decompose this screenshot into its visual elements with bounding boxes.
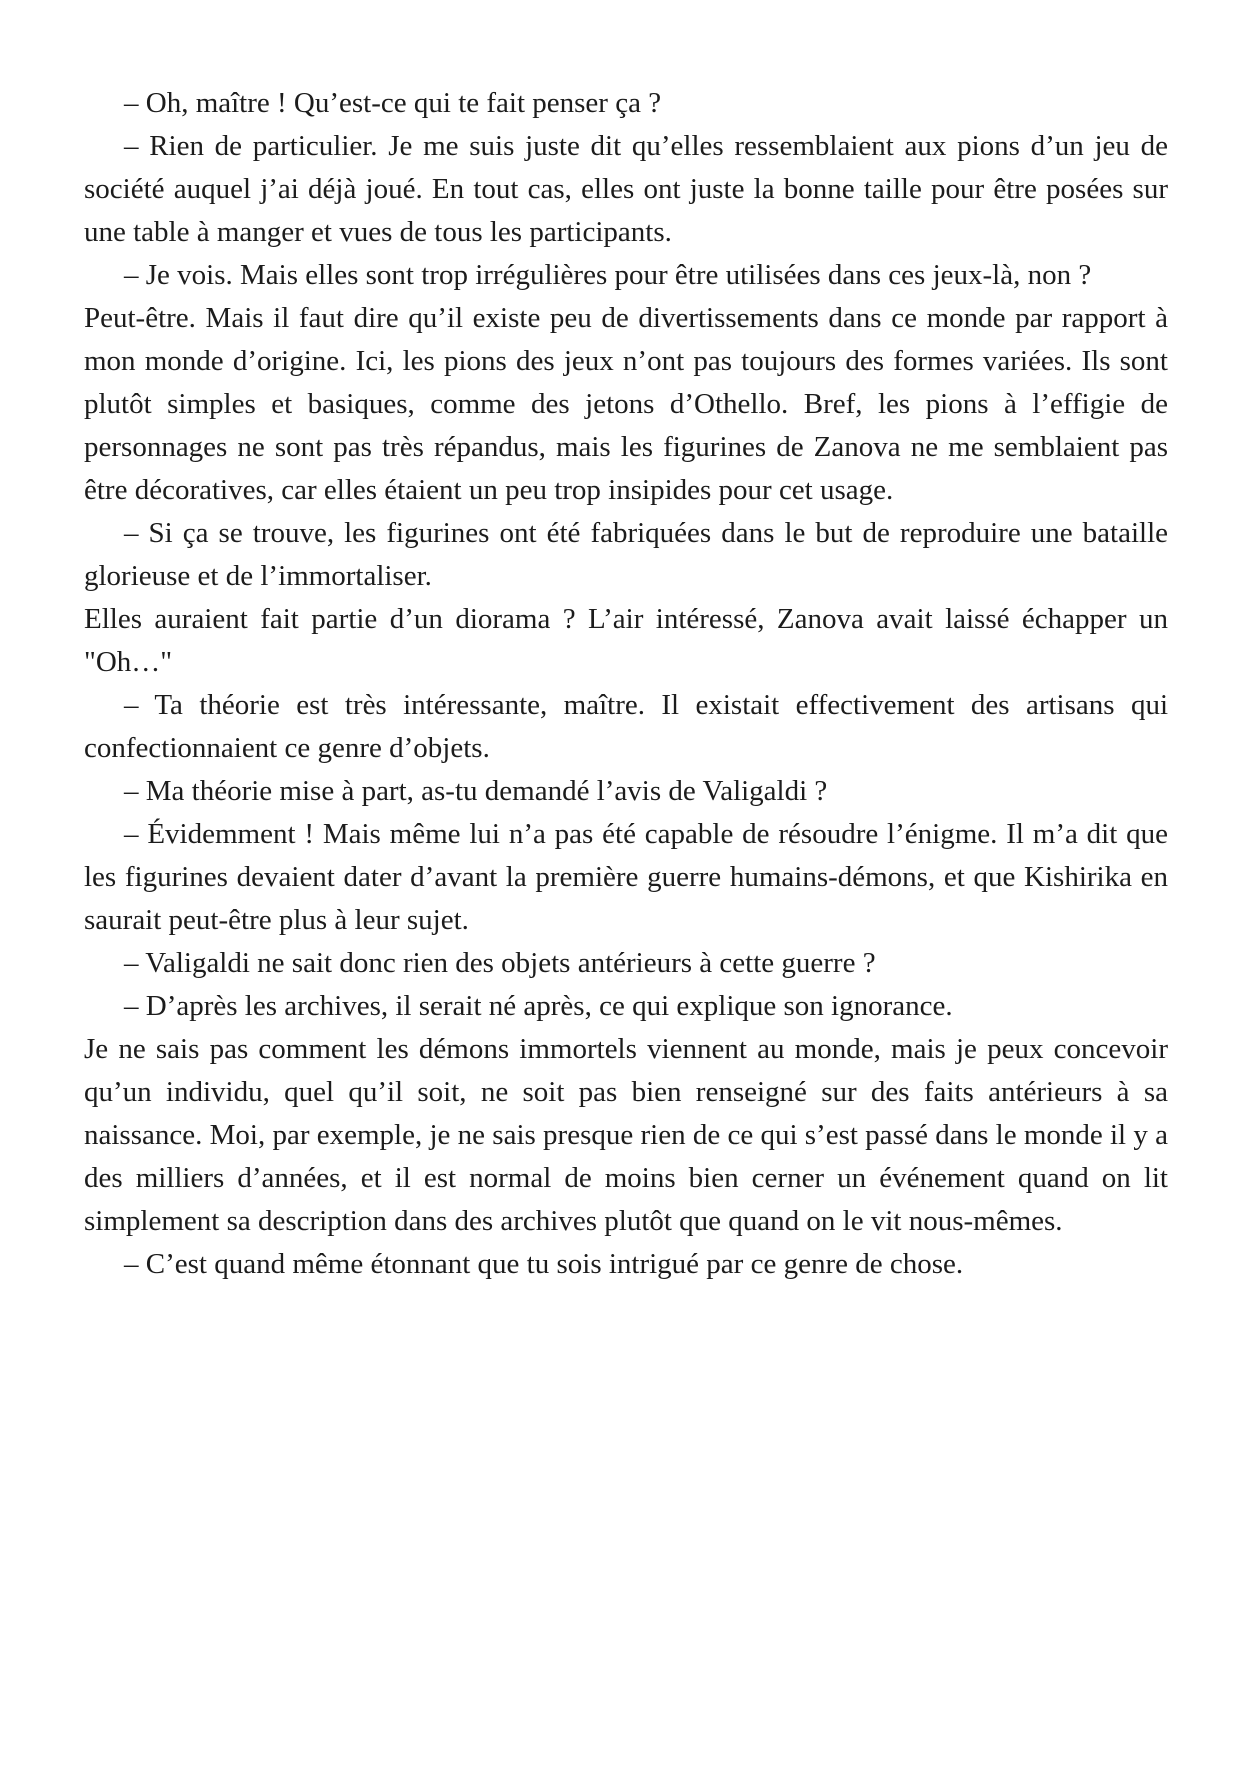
paragraph: – Valigaldi ne sait donc rien des objets antérieurs à cette guerre ? [124,947,876,979]
paragraph: Je ne sais pas comment les démons immortels viennent au monde, mais je peux concevoir qu’un individu, quel qu’il soit, ne soit pas bien renseigné sur des faits antérieurs à sa naissance. Moi, par exemple, je ne sais presque rien de ce qui s’est passé dans le monde il y a des milliers d’années, et il est normal de moins bien cerner un événement quand on lit simplement sa description dans des archives plutôt que quand on le vit nous-mêmes. [84,1033,1168,1237]
paragraph: – C’est quand même étonnant que tu sois intrigué par ce genre de chose. [124,1248,964,1280]
paragraph: – Oh, maître ! Qu’est-ce qui te fait penser ça ? [124,87,662,119]
paragraph: – Si ça se trouve, les figurines ont été fabriquées dans le but de reproduire une bataille glorieuse et de l’immortaliser. [84,517,1168,592]
paragraph: – Ta théorie est très intéressante, maître. Il existait effectivement des artisans qui confectionnaient ce genre d’objets. [84,689,1168,764]
paragraph: – D’après les archives, il serait né après, ce qui explique son ignorance. [124,990,953,1022]
paragraph: Peut-être. Mais il faut dire qu’il existe peu de divertissements dans ce monde par rapport à mon monde d’origine. Ici, les pions des jeux n’ont pas toujours des formes variées. Ils sont plutôt simples et basiques, comme des jetons d’Othello. Bref, les pions à l’effigie de personnages ne sont pas très répandus, mais les figurines de Zanova ne me semblaient pas être décoratives, car elles étaient un peu trop insipides pour cet usage. [84,302,1168,506]
paragraph: – Évidemment ! Mais même lui n’a pas été capable de résoudre l’énigme. Il m’a dit que les figurines devaient dater d’avant la première guerre humains-démons, et que Kishirika en saurait peut-être plus à leur sujet. [84,818,1168,936]
page-text-block [84,82,1168,1286]
paragraph: – Ma théorie mise à part, as-tu demandé l’avis de Valigaldi ? [124,775,828,807]
paragraph: Elles auraient fait partie d’un diorama ? L’air intéressé, Zanova avait laissé échapper un "Oh…" [84,603,1168,678]
paragraph: – Je vois. Mais elles sont trop irrégulières pour être utilisées dans ces jeux-là, non ? [124,259,1092,291]
paragraph: – Rien de particulier. Je me suis juste dit qu’elles ressemblaient aux pions d’un jeu de société auquel j’ai déjà joué. En tout cas, elles ont juste la bonne taille pour être posées sur une table à manger et vues de tous les participants. [84,130,1168,248]
